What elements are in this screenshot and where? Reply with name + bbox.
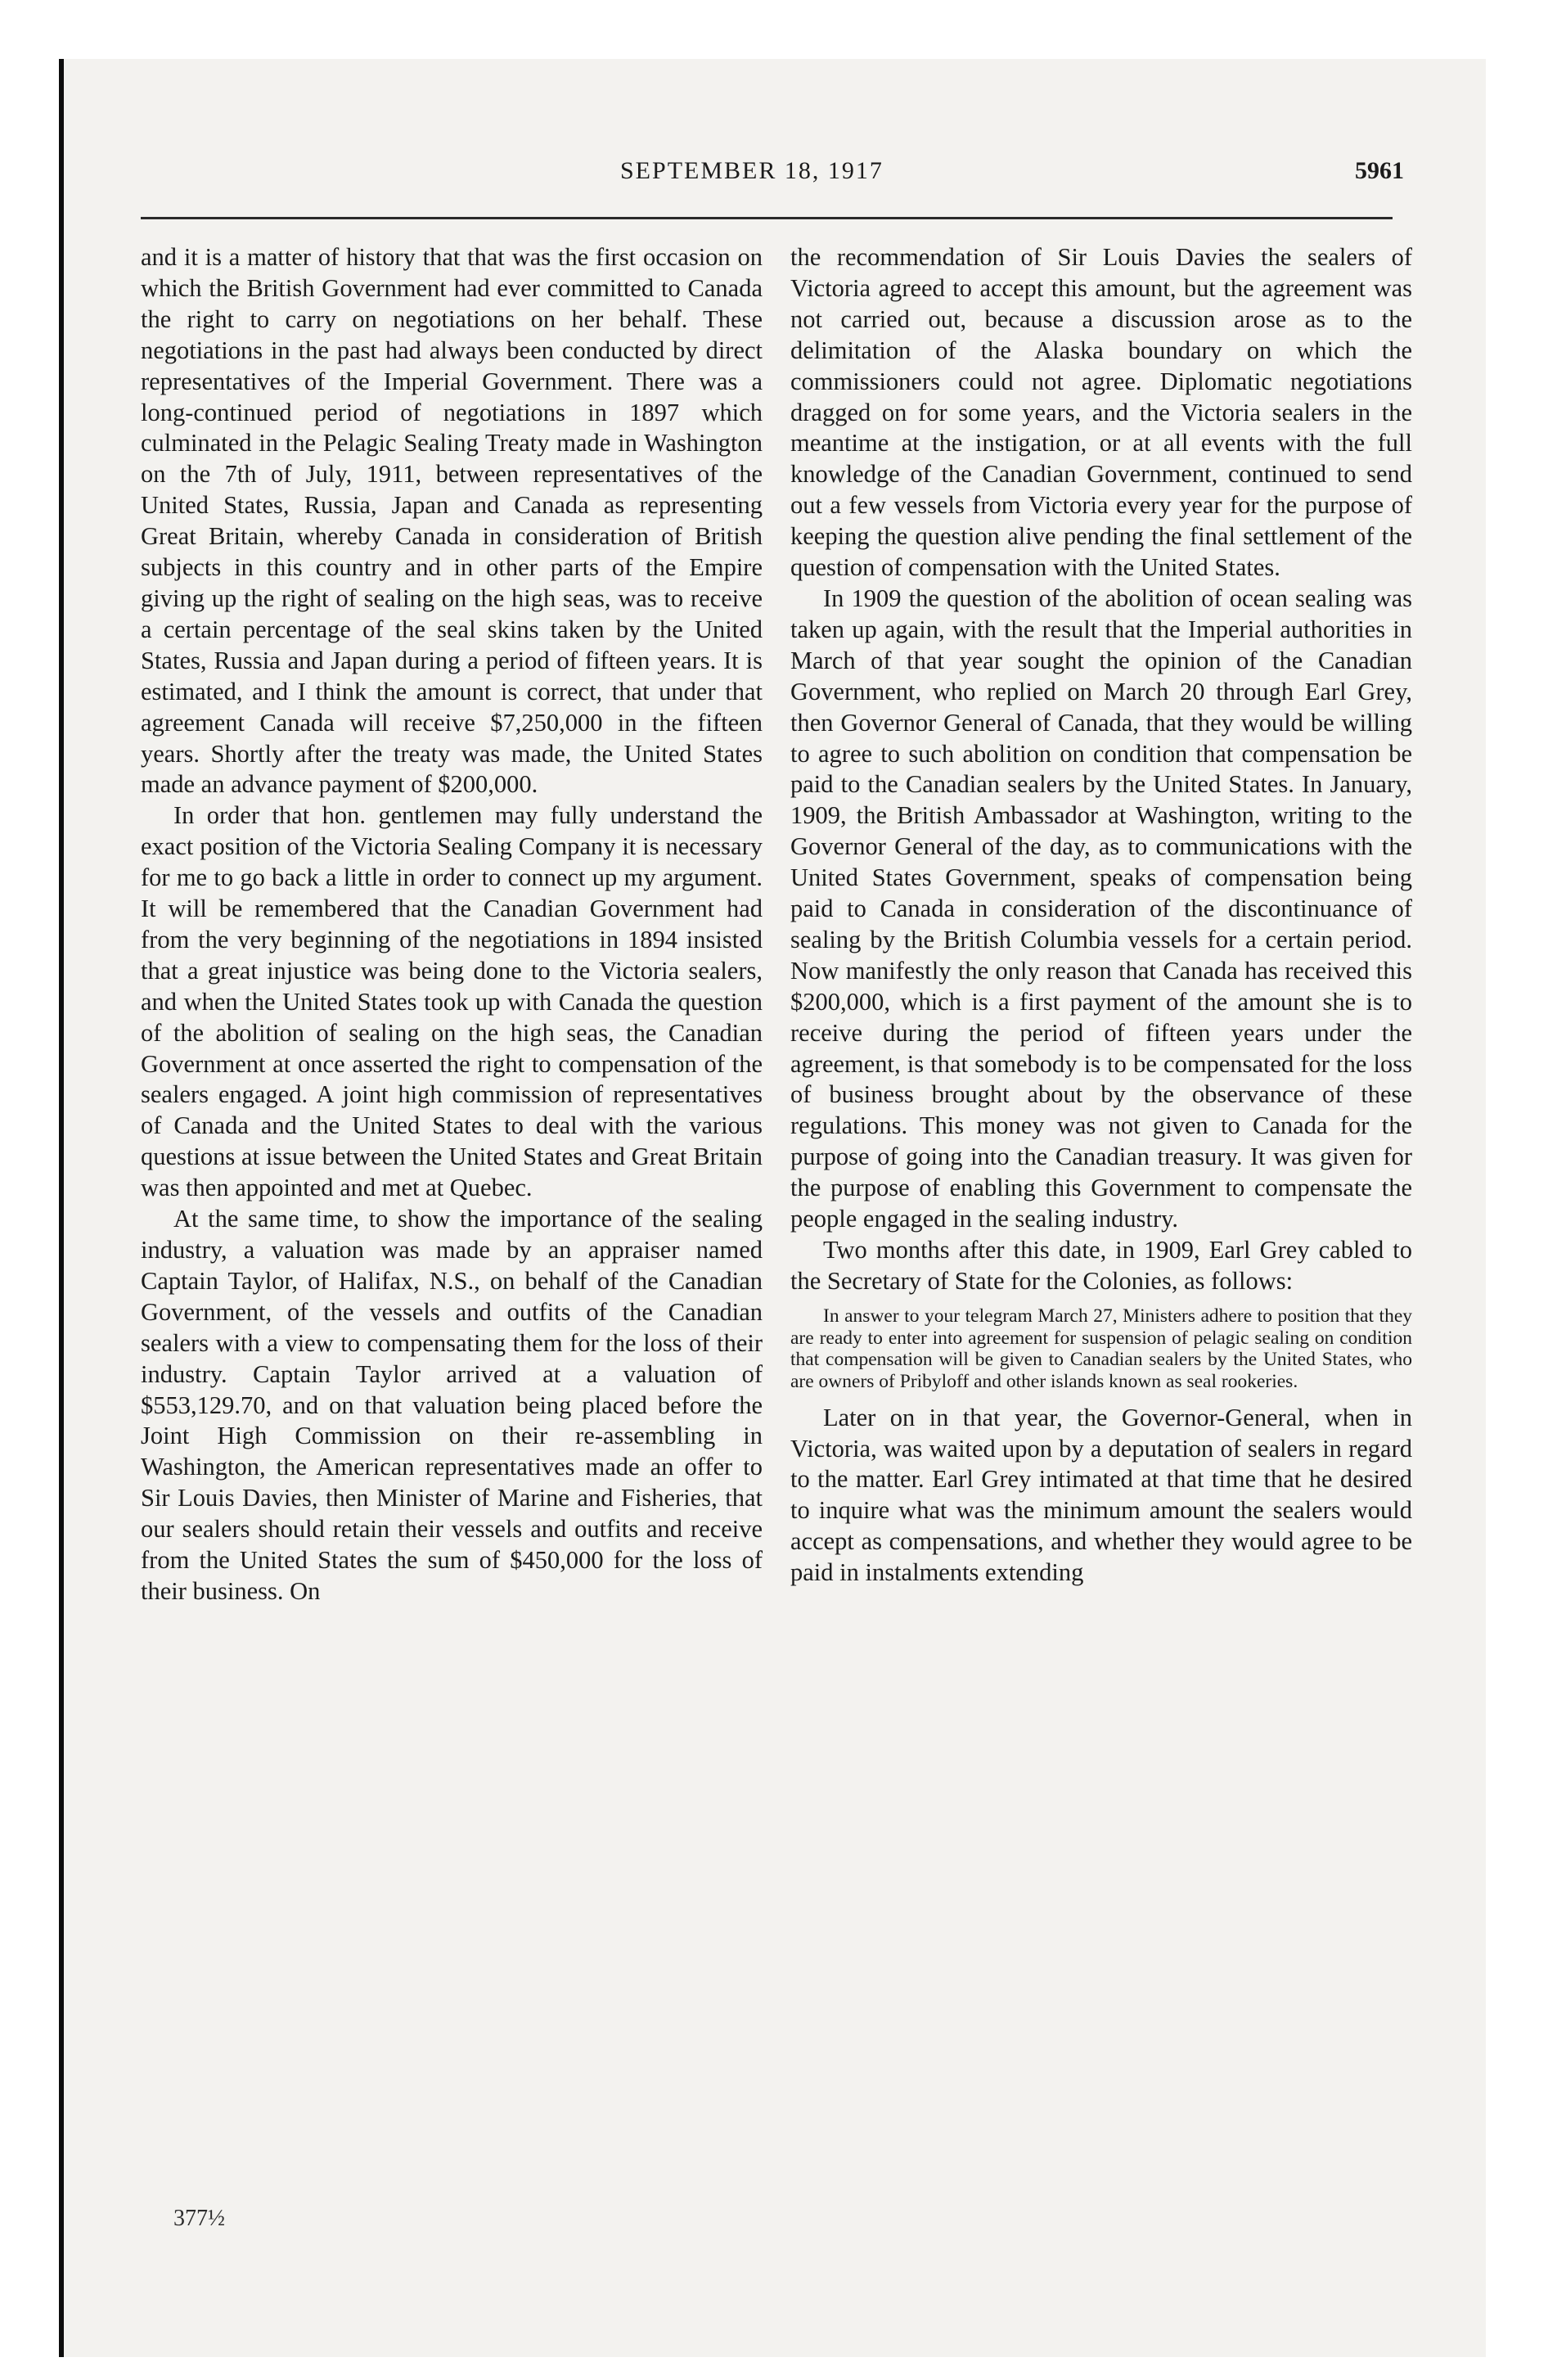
right-paragraph-3: Two months after this date, in 1909, Earl Grey cabled to the Secretary of State for the Colonies, as follows: xyxy=(790,1236,1412,1295)
right-paragraph-2: In 1909 the question of the abolition of ocean sealing was taken up again, with the result that the Imperial authorities in March of that year sought the opinion of the Canadian Government, who replied on March 20 through Earl Grey, then Governor General of Canada, that they would be willing to agree to such abolition on condition that compensation be paid to the Canadian sealers by the United States. In January, 1909, the British Ambassador at Washington, writing to the Governor General of the day, as to communications with the United States Government, speaks of compensation being paid to Canada in consideration of the discontinuance of sealing by the British Columbia vessels for a certain period. Now manifestly the only reason that Canada has received this $200,000, which is a first payment of the amount she is to receive during the period of fifteen years under the agreement, is that somebody is to be compensated for the loss of business brought about by the observance of these regulations. This money was not given to Canada for the purpose of going into the Canadian treasury. It was given for the purpose of enabling this Government to compensate the people engaged in the sealing industry. xyxy=(790,584,1412,1233)
left-paragraph-2: In order that hon. gentlemen may fully understand the exact position of the Victoria Sealing Company it is necessary for me to go back a little in order to connect up my argument. It will be remembered that the Canadian Government had from the very beginning of the negotiations in 1894 insisted that a great injustice was being done to the Victoria sealers, and when the United States took up with Canada the question of the abolition of sealing on the high seas, the Canadian Government at once asserted the right to compensation of the sealers engaged. A joint high commission of representatives of Canada and the United States to deal with the various questions at issue between the United States and Great Britain was then appointed and met at Quebec. xyxy=(141,801,763,1202)
page-header-date: SEPTEMBER 18, 1917 xyxy=(620,157,884,184)
left-text-column xyxy=(141,242,763,1607)
sheet-number: 377½ xyxy=(173,2206,225,2231)
right-paragraph-4: Later on in that year, the Governor-General, when in Victoria, was waited upon by a deputation of sealers in regard to the matter. Earl Grey intimated at that time that he desired to inquire what was the minimum amount the sealers would accept as compensations, and whether they would agree to be paid in instalments extending xyxy=(790,1403,1412,1587)
right-paragraph-1: the recommendation of Sir Louis Davies the sealers of Victoria agreed to accept this amount, but the agreement was not carried out, because a discussion arose as to the delimitation of the Alaska boundary on which the commissioners could not agree. Diplomatic negotiations dragged on for some years, and the Victoria sealers in the meantime at the instigation, or at all events with the full knowledge of the Canadian Government, continued to send out a few vessels from Victoria every year for the purpose of keeping the question alive pending the final settlement of the question of compensation with the United States. xyxy=(790,243,1412,582)
telegram-quote: In answer to your telegram March 27, Ministers adhere to position that they are ready to enter into agreement for suspension of pelagic sealing on condition that compensation will be given to Canadian sealers by the United States, who are owners of Pribyloff and other islands known as seal rookeries. xyxy=(790,1305,1412,1392)
left-paragraph-3: At the same time, to show the importance of the sealing industry, a valuation was made by an appraiser named Captain Taylor, of Halifax, N.S., on behalf of the Canadian Government, of the vessels and outfits of the Canadian sealers with a view to compensating them for the loss of their industry. Captain Taylor arrived at a valuation of $553,129.70, and on that valuation being placed before the Joint High Commission on their re-assembling in Washington, the American representatives made an offer to Sir Louis Davies, then Minister of Marine and Fisheries, that our sealers should retain their vessels and outfits and receive from the United States the sum of $450,000 for the loss of their business. On xyxy=(141,1205,763,1605)
left-paragraph-1: and it is a matter of history that that was the first occasion on which the British Government had ever committed to Canada the right to carry on negotiations on her behalf. These negotiations in the past had always been conducted by direct representatives of the Imperial Government. There was a long-continued period of negotiations in 1897 which culminated in the Pelagic Sealing Treaty made in Washington on the 7th of July, 1911, between representatives of the United States, Russia, Japan and Canada as representing Great Britain, whereby Canada in consideration of British subjects in this country and in other parts of the Empire giving up the right of sealing on the high seas, was to receive a certain percentage of the seal skins taken by the United States, Russia and Japan during a period of fifteen years. It is estimated, and I think the amount is correct, that under that agreement Canada will receive $7,250,000 in the fifteen years. Shortly after the treaty was made, the United States made an advance payment of $200,000. xyxy=(141,243,763,799)
page-number: 5961 xyxy=(1355,157,1404,184)
header-rule xyxy=(141,217,1393,219)
right-text-column xyxy=(790,242,1412,1589)
